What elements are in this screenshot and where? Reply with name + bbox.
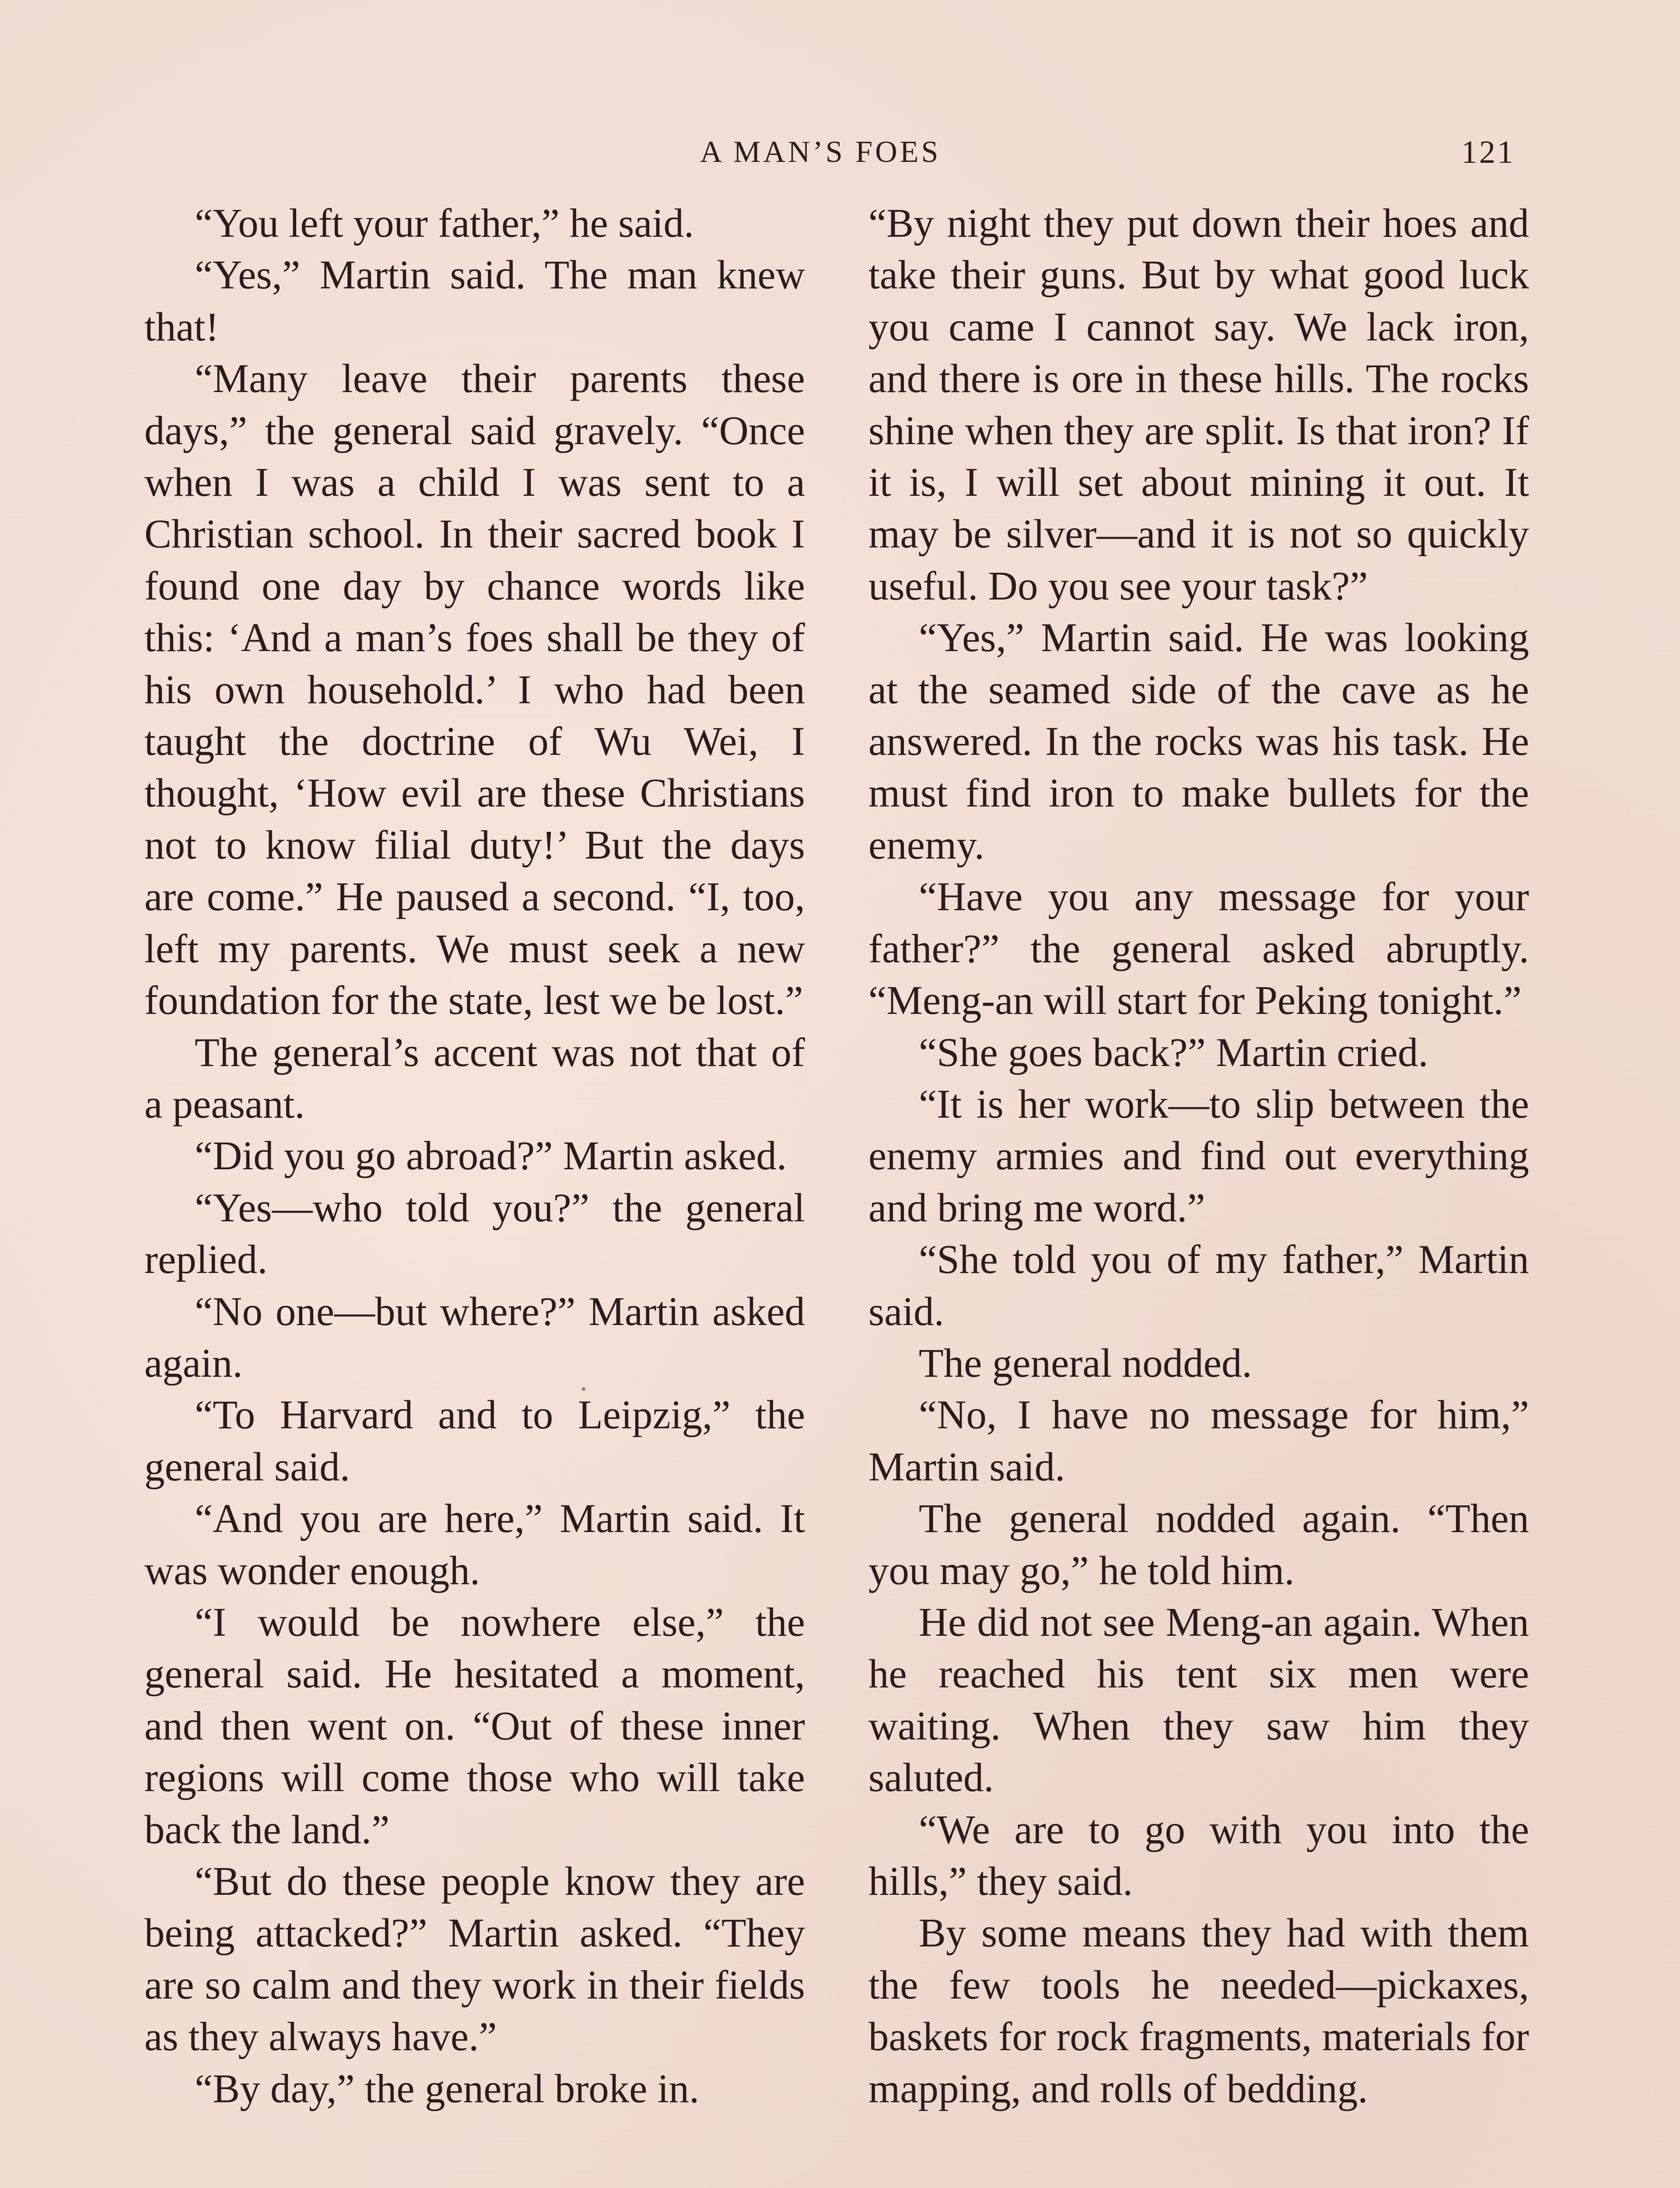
- paragraph: By some means they had with them the few tools he needed—pickaxes, baskets for rock fragments, materials for mapping, and rolls of bedding.: [868, 1911, 1529, 2111]
- paragraph: He did not see Meng-an again. When he reached his tent six men were waiting. When they saw him they saluted.: [868, 1599, 1529, 1801]
- paragraph: “And you are here,” Martin said. It was wonder enough.: [144, 1496, 805, 1593]
- paragraph: The general nodded.: [919, 1340, 1252, 1386]
- paragraph: “But do these people know they are being attacked?” Martin asked. “They are so calm and they work in their fields as they always have.”: [144, 1859, 805, 2060]
- paragraph: “You left your father,” he said.: [195, 201, 694, 246]
- paragraph: “Did you go abroad?” Martin asked.: [195, 1133, 787, 1179]
- paragraph: “Many leave their parents these days,” the general said gravely. “Once when I was a child I was sent to a Christian school. In their sacred book I found one day by chance words like this: ‘And a man’s foes shall be they of his own household.’ I who had been taught the doctrine of Wu Wei, I thought, ‘How evil are these Christians not to know filial duty!’ But the days are come.” He paused a second. “I, too, left my parents. We must seek a new foundation for the state, lest we be lost.”: [144, 356, 805, 1024]
- page-number: 121: [1461, 134, 1515, 170]
- paragraph: “No one—but where?” Martin asked again.: [144, 1289, 805, 1386]
- paragraph-continued: “By night they put down their hoes and take their guns. But by what good luck you came I cannot say. We lack iron, and there is ore in these hills. The rocks shine when they are split. Is that iron? If it is, I will set about mining it out. It may be silver—and it is not so quickly useful. Do you see your task?”: [868, 201, 1529, 609]
- right-text-column: [868, 198, 1529, 2115]
- paragraph: “Yes,” Martin said. The man knew that!: [144, 252, 805, 350]
- paragraph: The general nodded again. “Then you may go,” he told him.: [868, 1496, 1529, 1593]
- paragraph: “Yes—who told you?” the general replied.: [144, 1185, 805, 1283]
- paragraph: “To Harvard and to Leipzig,” the general said.: [144, 1392, 805, 1490]
- ink-speck: [582, 1387, 585, 1391]
- paragraph: “Yes,” Martin said. He was looking at the seamed side of the cave as he answered. In the rocks was his task. He must find iron to make bullets for the enemy.: [868, 615, 1529, 868]
- paragraph: “She goes back?” Martin cried.: [919, 1030, 1428, 1075]
- running-title: A MAN’S FOES: [700, 135, 941, 169]
- paragraph: “By day,” the general broke in.: [195, 2066, 700, 2111]
- paragraph: “She told you of my father,” Martin said.: [868, 1237, 1529, 1334]
- paragraph: “We are to go with you into the hills,” they said.: [868, 1807, 1529, 1904]
- paragraph: The general’s accent was not that of a peasant.: [144, 1030, 805, 1127]
- paragraph: “I would be nowhere else,” the general said. He hesitated a moment, and then went on. “Out of these inner regions will come those who will take back the land.”: [144, 1599, 805, 1852]
- paragraph: “It is her work—to slip between the enemy armies and find out everything and bring me word.”: [868, 1081, 1529, 1231]
- paragraph: “No, I have no message for him,” Martin said.: [868, 1392, 1529, 1490]
- left-text-column: [144, 198, 805, 2115]
- paragraph: “Have you any message for your father?” the general asked abruptly. “Meng-an will start for Peking tonight.”: [868, 874, 1529, 1024]
